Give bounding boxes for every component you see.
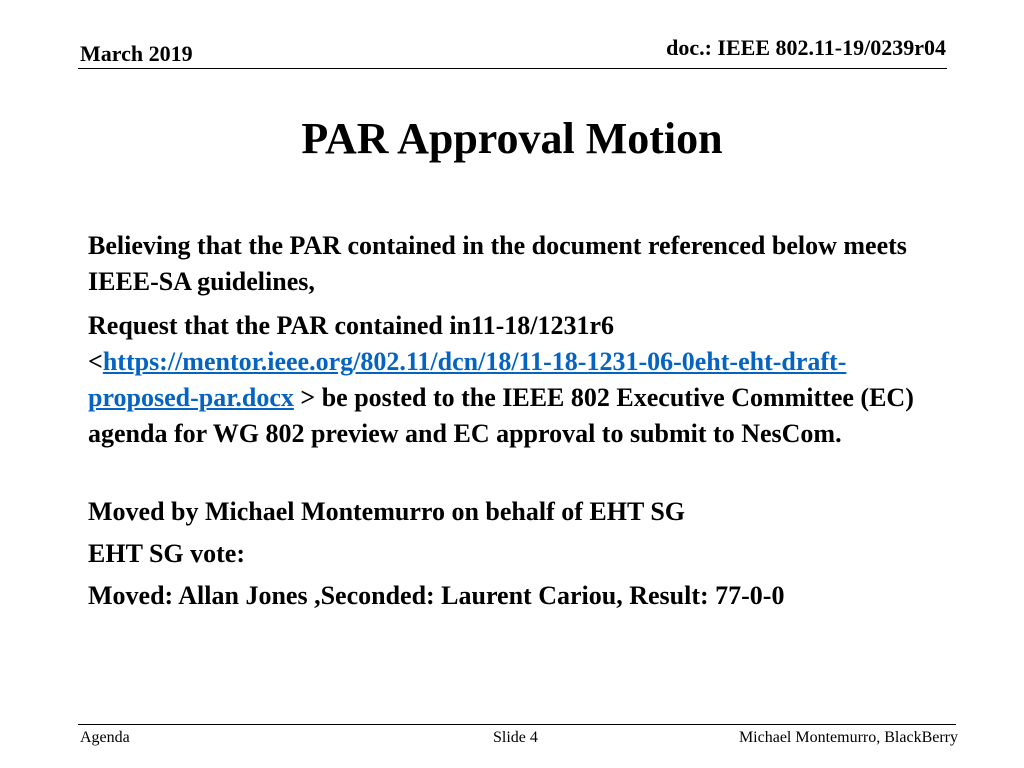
vote-result: Moved: Allan Jones ,Seconded: Laurent Cariou, Result: 77-0-0 <box>88 581 785 610</box>
footer-author: Michael Montemurro, BlackBerry <box>738 729 958 746</box>
slide-title: PAR Approval Motion <box>301 114 723 163</box>
footer-agenda: Agenda <box>80 729 130 746</box>
vote-label: EHT SG vote: <box>88 539 245 568</box>
par-document-link[interactable]: https://mentor.ieee.org/802.11/dcn/18/11-18-1231-06-0eht-eht-draft-proposed-par.docx <box>88 347 847 412</box>
paragraph-request-prefix: Request that the PAR contained in11-18/1231r6 < <box>88 311 615 376</box>
footer-divider <box>78 724 956 725</box>
paragraph-believing: Believing that the PAR contained in the document referenced below meets IEEE-SA guidelines, <box>88 231 907 296</box>
moved-by-line: Moved by Michael Montemurro on behalf of EHT SG <box>88 497 686 526</box>
paragraph-request <box>88 308 948 452</box>
header-date: March 2019 <box>80 41 193 66</box>
header-doc-id: doc.: IEEE 802.11-19/0239r04 <box>666 35 946 60</box>
slide-body <box>88 228 948 614</box>
header-divider <box>78 68 947 69</box>
footer-slide-number: Slide 4 <box>493 729 538 746</box>
paragraph-request-suffix: > be posted to the IEEE 802 Executive Committee (EC) agenda for WG 802 preview and EC approval to submit to NesCom. <box>88 383 914 448</box>
